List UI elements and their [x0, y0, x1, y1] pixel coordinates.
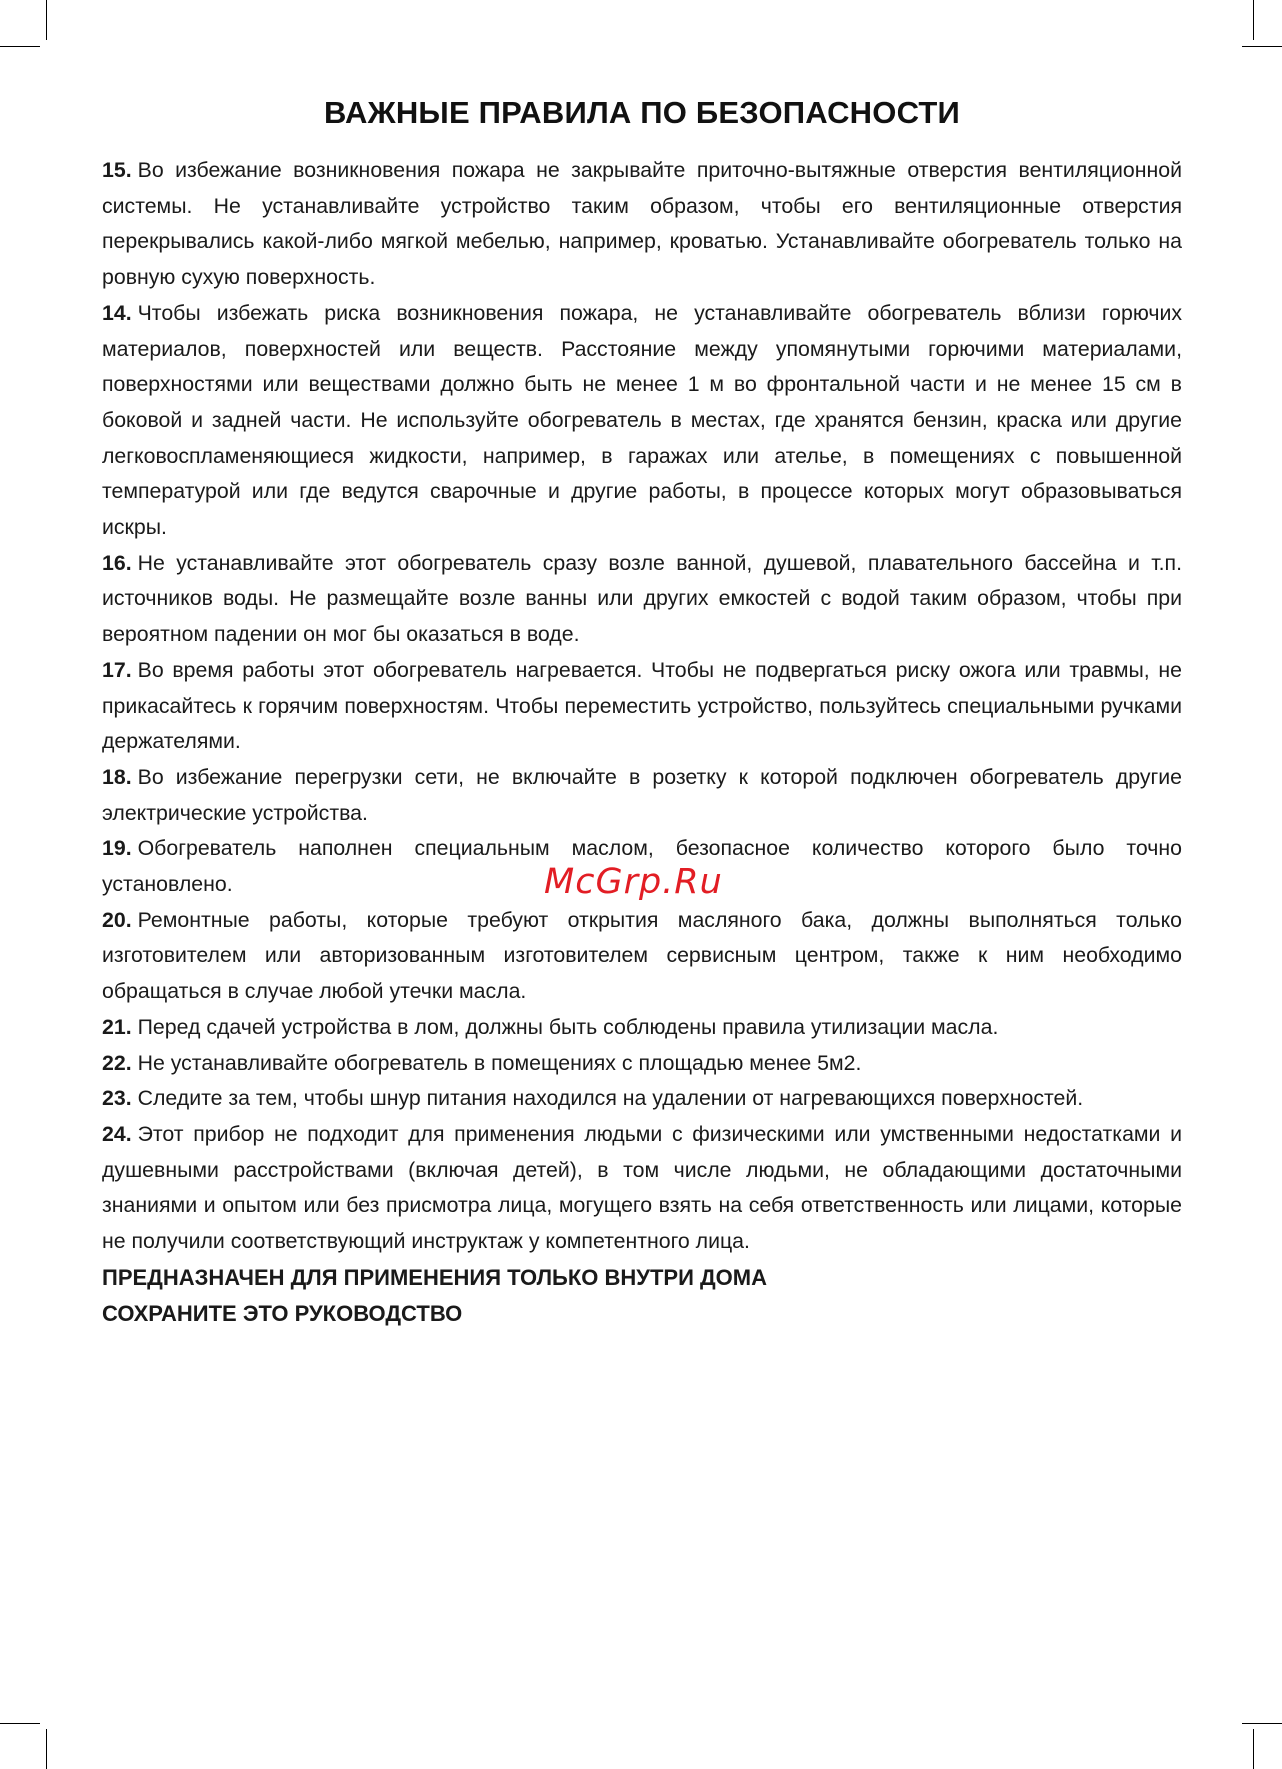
rule-item — [102, 296, 1182, 546]
rule-number: 20. — [102, 907, 132, 932]
safety-rules-list — [102, 153, 1182, 1260]
crop-mark — [1242, 46, 1282, 47]
rule-item — [102, 153, 1182, 296]
crop-mark — [46, 0, 47, 40]
rule-text: Во время работы этот обогреватель нагревается. Чтобы не подвергаться риску ожога или травмы, не прикасайтесь к горячим поверхностям. Чтобы переместить устройство, пользуйтесь специальными ручками держателями. — [102, 657, 1182, 754]
rule-text: Чтобы избежать риска возникновения пожара, не устанавливайте обогреватель вблизи горючих материалов, поверхностей или веществ. Расстояние между упомянутыми горючими материалами, поверхностями или веществами должно быть не менее 1 м во фронтальной части и не менее 15 см в боковой и задней части. Не используйте обогреватель в местах, где хранятся бензин, краска или другие легковоспламеняющиеся жидкости, например, в гаражах или ателье, в помещениях с повышенной температурой или где ведутся сварочные и другие работы, в процессе которых могут образовываться искры. — [102, 300, 1182, 540]
rule-text: Не устанавливайте этот обогреватель сразу возле ванной, душевой, плавательного бассейна и т.п. источников воды. Не размещайте возле ванны или других емкостей с водой таким образом, чтобы при вероятном падении он мог бы оказаться в воде. — [102, 550, 1182, 647]
rule-item — [102, 760, 1182, 831]
rule-number: 19. — [102, 836, 132, 861]
rule-item — [102, 1081, 1182, 1117]
crop-mark — [0, 46, 40, 47]
rule-text: Не устанавливайте обогреватель в помещениях с площадью менее 5м2. — [137, 1050, 862, 1075]
rule-item — [102, 1117, 1182, 1260]
rule-item — [102, 1046, 1182, 1082]
rule-item — [102, 903, 1182, 1010]
rule-number: 15. — [102, 158, 132, 182]
rule-item — [102, 653, 1182, 760]
crop-mark — [1253, 1729, 1254, 1769]
page-title: ВАЖНЫЕ ПРАВИЛА ПО БЕЗОПАСНОСТИ — [323, 95, 961, 130]
rule-text: Этот прибор не подходит для применения людьми с физическими или умственными недостатками и душевными расстройствами (включая детей), в том числе людьми, не обладающими достаточными знаниями и опытом или без присмотра лица, могущего взять на себя ответственность или лицами, которые не получили соответствующий инструктаж у компетентного лица. — [102, 1121, 1182, 1254]
watermark: McGrp.Ru — [544, 862, 723, 902]
rule-text: Во избежание возникновения пожара не закрывайте приточно-вытяжные отверстия вентиляционной системы. Не устанавливайте устройство таким образом, чтобы его вентиляционные отверстия перекрывались какой-либо мягкой мебелью, например, кроватью. Устанавливайте обогреватель только на ровную сухую поверхность. — [102, 158, 1182, 290]
rule-item — [102, 546, 1182, 653]
crop-mark — [1242, 1723, 1282, 1724]
rule-text: Перед сдачей устройства в лом, должны быть соблюдены правила утилизации масла. — [137, 1014, 999, 1039]
rule-number: 23. — [102, 1086, 132, 1111]
rule-text: Следите за тем, чтобы шнур питания находился на удалении от нагревающихся поверхностей. — [137, 1086, 1084, 1111]
rule-number: 22. — [102, 1050, 132, 1075]
rule-number: 17. — [102, 657, 132, 682]
rule-number: 21. — [102, 1014, 132, 1039]
rule-text: Во избежание перегрузки сети, не включайте в розетку к которой подключен обогреватель другие электрические устройства. — [102, 764, 1182, 825]
rule-text: Обогреватель наполнен специальным маслом, безопасное количество которого было точно установлено. — [102, 836, 1182, 897]
rule-number: 16. — [102, 550, 132, 575]
document-page — [102, 95, 1182, 1331]
save-manual-notice: СОХРАНИТЕ ЭТО РУКОВОДСТВО — [102, 1300, 463, 1326]
crop-mark — [1253, 0, 1254, 40]
rule-text: Ремонтные работы, которые требуют открытия масляного бака, должны выполняться только изготовителем или авторизованным изготовителем сервисным центром, также к ним необходимо обращаться в случае любой утечки масла. — [102, 907, 1182, 1004]
rule-number: 14. — [102, 300, 132, 325]
crop-mark — [46, 1729, 47, 1769]
crop-mark — [0, 1723, 40, 1724]
indoor-use-notice: ПРЕДНАЗНАЧЕН ДЛЯ ПРИМЕНЕНИЯ ТОЛЬКО ВНУТРИ ДОМА — [102, 1264, 767, 1290]
rule-number: 24. — [102, 1121, 132, 1146]
rule-item — [102, 1010, 1182, 1046]
rule-number: 18. — [102, 764, 132, 789]
